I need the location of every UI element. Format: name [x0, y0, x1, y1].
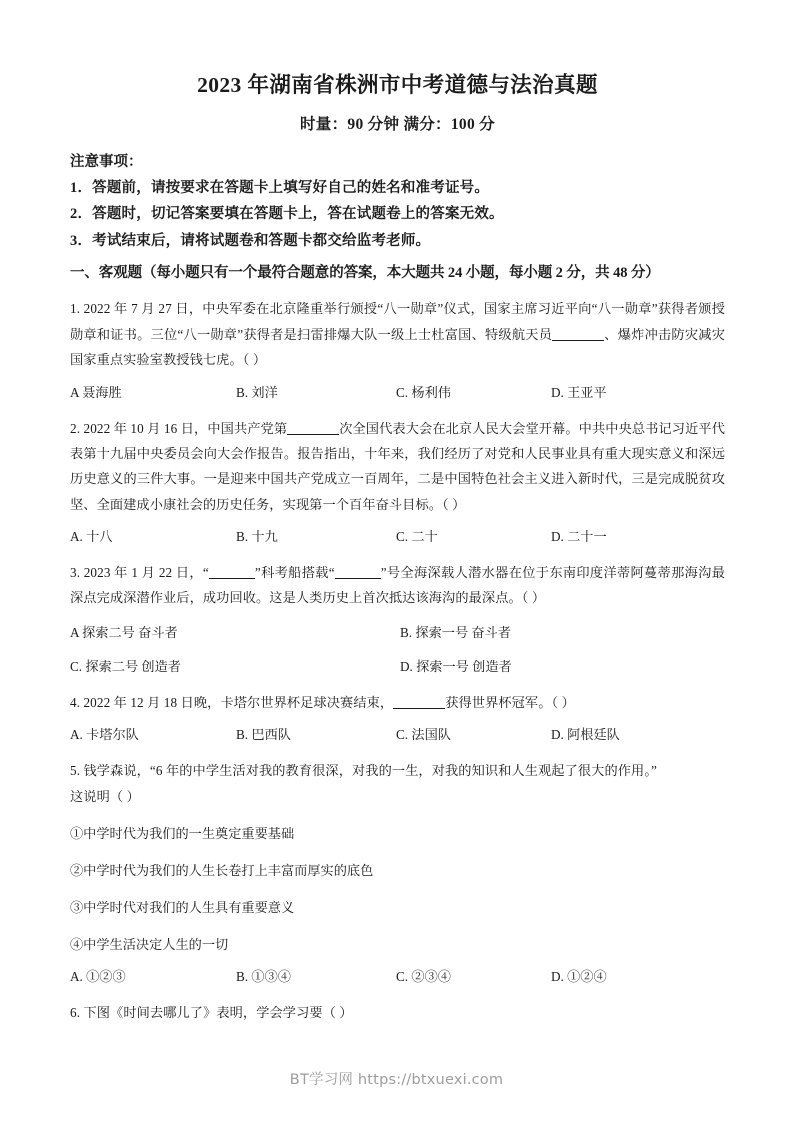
fill-blank	[552, 340, 604, 341]
site-watermark: BT学习网 https://btxuexi.com	[289, 1072, 504, 1088]
question-3-options-row-1	[70, 620, 725, 645]
question-5-stem-line-2: 这说明（ ）	[70, 788, 140, 804]
question-5-option-b[interactable]: B. ①③④	[236, 969, 291, 985]
question-1-options	[70, 380, 725, 405]
notice-heading: 注意事项：	[70, 154, 143, 171]
question-2-stem-part2: 次全国代表大会在北京人民大会堂开幕。中共中央总书记习近平代表第十九届中央委员会向大会作报告。报告指出，十年来，我们经历了对党和人民事业具有重大现实意义和深远历史意义的三件大事。一是迎来中国共产党成立一百周年，二是中国特色社会主义进入新时代，三是完成脱贫攻坚、全面建成小康社会的历史任务，实现第一个百年奋斗目标。（ ）	[70, 420, 725, 512]
question-2-options	[70, 524, 725, 549]
question-2	[70, 416, 725, 549]
question-2-option-c[interactable]: C. 二十	[396, 528, 438, 544]
question-5-stem-line-1: 5. 钱学森说，“6 年的中学生活对我的教育很深，对我的一生，对我的知识和人生观起了很大的作用。”	[70, 763, 657, 779]
question-1-option-a[interactable]: A 聂海胜	[70, 384, 122, 400]
question-2-option-b[interactable]: B. 十九	[236, 528, 278, 544]
question-4-option-d[interactable]: D. 阿根廷队	[551, 727, 620, 743]
fill-blank	[393, 708, 445, 709]
question-3-option-a[interactable]: A 探索二号 奋斗者	[70, 624, 178, 640]
question-1-option-b[interactable]: B. 刘洋	[236, 384, 278, 400]
question-5-sub-item-1: ①中学时代为我们的一生奠定重要基础	[70, 826, 295, 841]
question-4-option-a[interactable]: A. 卡塔尔队	[70, 727, 139, 743]
question-3-stem-part3: ”号全海深载人潜水器在位于东南印度洋蒂阿蔓蒂那海沟最深点完成深潜作业后，成功回收。这是人类历史上首次抵达该海沟的最深点。（ ）	[70, 565, 726, 606]
section-heading-objective: 一、客观题（每小题只有一个最符合题意的答案，本大题共 24 小题，每小题 2 分，共 48 分）	[70, 265, 660, 282]
question-5-option-a[interactable]: A. ①②③	[70, 969, 126, 985]
question-3-option-c[interactable]: C. 探索二号 创造者	[70, 658, 181, 674]
question-3	[70, 560, 725, 679]
question-3-stem	[70, 560, 725, 611]
question-4-option-c[interactable]: C. 法国队	[396, 727, 451, 743]
question-2-stem	[70, 416, 725, 517]
question-4-stem	[70, 690, 725, 715]
question-5-options	[70, 964, 725, 989]
notice-item-1: 1．答题前，请按要求在答题卡上填写好自己的姓名和准考证号。	[70, 179, 490, 196]
question-5	[70, 758, 725, 989]
question-1	[70, 296, 725, 404]
page-title: 2023 年湖南省株洲市中考道德与法治真题	[197, 73, 598, 97]
question-5-sub-item-4: ④中学生活决定人生的一切	[70, 937, 229, 953]
question-1-option-c[interactable]: C. 杨利伟	[396, 384, 451, 400]
question-3-options-row-2	[70, 654, 725, 679]
question-2-option-a[interactable]: A. 十八	[70, 528, 113, 544]
question-1-stem-part1: 1. 2022 年 7 月 27 日，中央军委在北京隆重举行颁授“八一勋章”仪式，国家主席习近平向“八一勋章”获得者颁授勋章和证书。三位“八一勋章”获得者是扫雷排爆大队一级上士杜富国、特级航天员	[70, 301, 725, 342]
question-2-option-d[interactable]: D. 二十一	[551, 528, 607, 544]
question-5-sub-item-3: ③中学时代对我们的人生具有重要意义	[70, 900, 295, 916]
question-5-option-d[interactable]: D. ①②④	[551, 969, 607, 985]
question-1-stem	[70, 296, 725, 372]
notice-item-2: 2．答题时，切记答案要填在答题卡上，答在试题卷上的答案无效。	[70, 206, 504, 223]
fill-blank	[287, 434, 339, 435]
question-3-stem-part1: 3. 2023 年 1 月 22 日，“	[70, 565, 209, 581]
question-3-option-d[interactable]: D. 探索一号 创造者	[400, 658, 512, 674]
fill-blank	[209, 578, 255, 579]
question-6-stem: 6. 下图《时间去哪儿了》表明，学会学习要（ ）	[70, 1005, 353, 1021]
fill-blank	[335, 578, 381, 579]
question-3-option-b[interactable]: B. 探索一号 奋斗者	[400, 624, 511, 640]
notice-item-3: 3．考试结束后，请将试题卷和答题卡都交给监考老师。	[70, 232, 431, 249]
question-1-stem-part2: 、爆炸冲击防灾减灾国家重点实验室教授钱七虎。（ ）	[70, 326, 726, 368]
question-4-options	[70, 722, 725, 747]
question-4	[70, 690, 725, 747]
question-4-option-b[interactable]: B. 巴西队	[236, 727, 291, 743]
question-5-option-c[interactable]: C. ②③④	[396, 969, 451, 985]
question-3-stem-part2: ”科考船搭载“	[254, 565, 335, 581]
question-6	[70, 1000, 725, 1025]
question-4-stem-part1: 4. 2022 年 12 月 18 日晚，卡塔尔世界杯足球决赛结束，	[70, 694, 394, 710]
question-1-option-d[interactable]: D. 王亚平	[551, 384, 607, 400]
question-4-stem-part2: 获得世界杯冠军。（ ）	[445, 694, 575, 710]
exam-meta-subtitle: 时量：90 分钟 满分：100 分	[300, 116, 495, 134]
question-2-stem-part1: 2. 2022 年 10 月 16 日，中国共产党第	[70, 420, 288, 436]
question-5-sub-item-2: ②中学时代为我们的人生长卷打上丰富而厚实的底色	[70, 863, 374, 879]
